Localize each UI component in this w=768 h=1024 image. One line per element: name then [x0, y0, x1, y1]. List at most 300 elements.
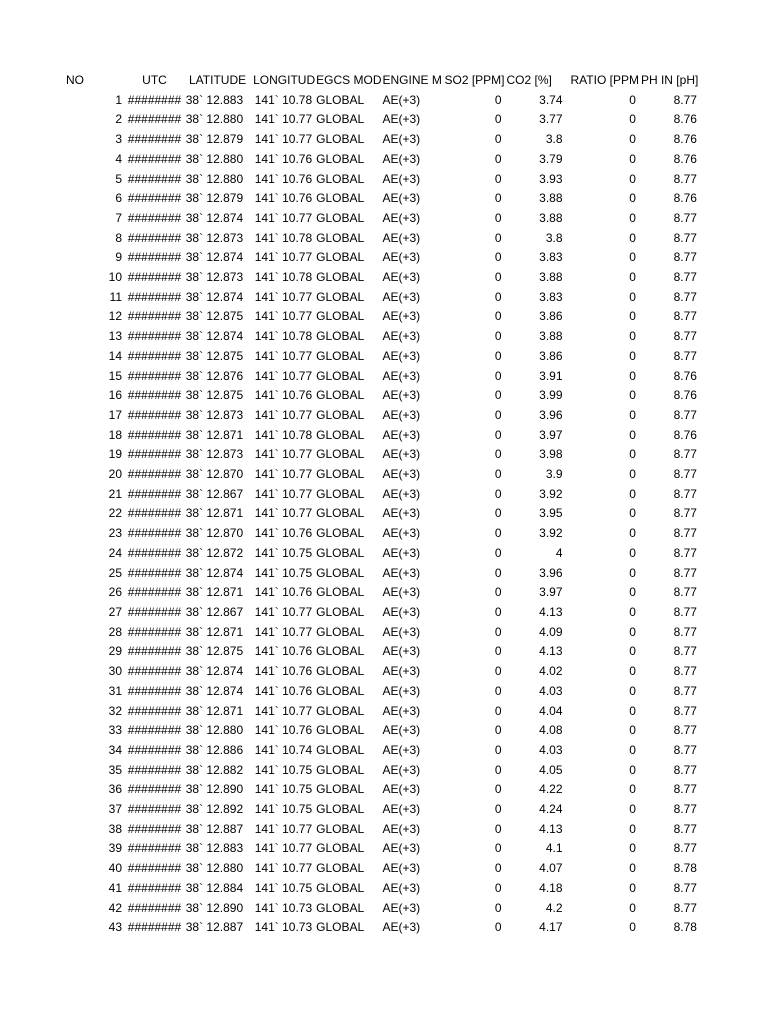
cell-ratio: 0: [629, 841, 636, 856]
cell-latitude: 38` 12.873: [185, 447, 244, 462]
cell-no: 23: [108, 526, 122, 541]
cell-so2: 0: [494, 112, 502, 127]
cell-utc: ########: [127, 565, 182, 580]
cell-longitude: 141` 10.76: [254, 191, 313, 206]
cell-co2: 3.92: [539, 526, 563, 541]
cell-engine-mode: AE(+3): [382, 289, 421, 304]
cell-utc: ########: [127, 703, 182, 718]
cell-ph-in: 8.77: [673, 900, 697, 915]
cell-ph-in: 8.76: [673, 112, 697, 127]
cell-utc: ########: [127, 802, 182, 817]
cell-utc: ########: [127, 545, 182, 560]
cell-engine-mode: AE(+3): [382, 191, 421, 206]
cell-so2: 0: [494, 703, 502, 718]
cell-latitude: 38` 12.867: [185, 486, 244, 501]
cell-engine-mode: AE(+3): [382, 664, 421, 679]
table-row: [0, 702, 700, 722]
cell-egcs-mode: GLOBAL: [316, 132, 365, 147]
cell-latitude: 38` 12.871: [185, 427, 244, 442]
cell-so2: 0: [494, 486, 502, 501]
cell-ratio: 0: [629, 604, 636, 619]
cell-longitude: 141` 10.75: [254, 880, 313, 895]
cell-co2: 3.99: [539, 388, 563, 403]
cell-engine-mode: AE(+3): [382, 210, 421, 225]
cell-no: 8: [115, 230, 122, 245]
cell-so2: 0: [494, 802, 502, 817]
cell-co2: 4.2: [545, 900, 563, 915]
cell-co2: 3.97: [539, 585, 563, 600]
cell-latitude: 38` 12.874: [185, 329, 244, 344]
cell-utc: ########: [127, 604, 182, 619]
cell-egcs-mode: GLOBAL: [316, 861, 365, 876]
cell-egcs-mode: GLOBAL: [316, 802, 365, 817]
cell-so2: 0: [494, 841, 502, 856]
cell-egcs-mode: GLOBAL: [316, 329, 365, 344]
table-row: [0, 780, 700, 800]
table-row: [0, 918, 700, 938]
cell-egcs-mode: GLOBAL: [316, 624, 365, 639]
cell-utc: ########: [127, 270, 182, 285]
cell-longitude: 141` 10.78: [254, 329, 313, 344]
cell-no: 25: [108, 565, 122, 580]
cell-latitude: 38` 12.875: [185, 388, 244, 403]
cell-utc: ########: [127, 132, 182, 147]
table-row: [0, 761, 700, 781]
cell-no: 33: [108, 723, 122, 738]
cell-so2: 0: [494, 624, 502, 639]
cell-latitude: 38` 12.880: [185, 151, 244, 166]
cell-utc: ########: [127, 683, 182, 698]
cell-no: 42: [108, 900, 122, 915]
cell-engine-mode: AE(+3): [382, 506, 421, 521]
cell-engine-mode: AE(+3): [382, 427, 421, 442]
cell-ratio: 0: [629, 151, 636, 166]
cell-longitude: 141` 10.78: [254, 230, 313, 245]
table-row: [0, 406, 700, 426]
cell-egcs-mode: GLOBAL: [316, 388, 365, 403]
cell-longitude: 141` 10.77: [254, 604, 313, 619]
cell-latitude: 38` 12.883: [185, 92, 244, 107]
cell-engine-mode: AE(+3): [382, 329, 421, 344]
cell-egcs-mode: GLOBAL: [316, 92, 365, 107]
cell-ph-in: 8.77: [673, 782, 697, 797]
table-row: [0, 899, 700, 919]
cell-no: 26: [108, 585, 122, 600]
cell-so2: 0: [494, 742, 502, 757]
cell-ph-in: 8.77: [673, 821, 697, 836]
cell-no: 6: [115, 191, 122, 206]
cell-ratio: 0: [629, 447, 636, 462]
cell-latitude: 38` 12.871: [185, 585, 244, 600]
cell-ratio: 0: [629, 348, 636, 363]
cell-ratio: 0: [629, 112, 636, 127]
cell-ph-in: 8.76: [673, 191, 697, 206]
cell-longitude: 141` 10.77: [254, 368, 313, 383]
cell-utc: ########: [127, 467, 182, 482]
cell-so2: 0: [494, 407, 502, 422]
cell-ratio: 0: [629, 467, 636, 482]
cell-ph-in: 8.77: [673, 506, 697, 521]
cell-no: 5: [115, 171, 122, 186]
cell-engine-mode: AE(+3): [382, 526, 421, 541]
cell-ph-in: 8.77: [673, 92, 697, 107]
cell-ph-in: 8.77: [673, 329, 697, 344]
cell-co2: 4.24: [539, 802, 563, 817]
cell-ratio: 0: [629, 506, 636, 521]
cell-egcs-mode: GLOBAL: [316, 486, 365, 501]
cell-no: 4: [115, 151, 122, 166]
table-row: [0, 367, 700, 387]
cell-co2: 4.02: [539, 664, 563, 679]
table-row: [0, 130, 700, 150]
cell-ph-in: 8.76: [673, 388, 697, 403]
cell-utc: ########: [127, 368, 182, 383]
cell-longitude: 141` 10.74: [254, 742, 313, 757]
table-row: [0, 800, 700, 820]
cell-egcs-mode: GLOBAL: [316, 368, 365, 383]
cell-ph-in: 8.77: [673, 723, 697, 738]
cell-ph-in: 8.77: [673, 348, 697, 363]
cell-ratio: 0: [629, 132, 636, 147]
cell-ph-in: 8.77: [673, 880, 697, 895]
cell-no: 38: [108, 821, 122, 836]
cell-ph-in: 8.78: [673, 861, 697, 876]
data-table: [0, 71, 700, 938]
cell-egcs-mode: GLOBAL: [316, 210, 365, 225]
cell-no: 11: [109, 289, 122, 304]
cell-egcs-mode: GLOBAL: [316, 151, 365, 166]
cell-longitude: 141` 10.76: [254, 664, 313, 679]
cell-ph-in: 8.77: [673, 210, 697, 225]
table-row: [0, 485, 700, 505]
cell-longitude: 141` 10.78: [254, 270, 313, 285]
cell-egcs-mode: GLOBAL: [316, 900, 365, 915]
cell-latitude: 38` 12.887: [185, 821, 244, 836]
cell-engine-mode: AE(+3): [382, 388, 421, 403]
cell-utc: ########: [127, 506, 182, 521]
cell-utc: ########: [127, 388, 182, 403]
table-row: [0, 741, 700, 761]
cell-latitude: 38` 12.880: [185, 171, 244, 186]
table-row: [0, 642, 700, 662]
header-egcs-mode: EGCS MOD: [316, 73, 382, 87]
cell-latitude: 38` 12.880: [185, 112, 244, 127]
cell-egcs-mode: GLOBAL: [316, 723, 365, 738]
cell-so2: 0: [494, 821, 502, 836]
header-ph-in: PH IN [pH]: [640, 73, 699, 87]
cell-latitude: 38` 12.871: [185, 506, 244, 521]
cell-engine-mode: AE(+3): [382, 407, 421, 422]
cell-ratio: 0: [629, 900, 636, 915]
cell-ph-in: 8.77: [673, 250, 697, 265]
cell-longitude: 141` 10.77: [254, 506, 313, 521]
cell-utc: ########: [127, 92, 182, 107]
cell-latitude: 38` 12.882: [185, 762, 244, 777]
cell-engine-mode: AE(+3): [382, 683, 421, 698]
table-row: [0, 504, 700, 524]
cell-latitude: 38` 12.874: [185, 210, 244, 225]
cell-egcs-mode: GLOBAL: [316, 664, 365, 679]
cell-so2: 0: [494, 151, 502, 166]
cell-latitude: 38` 12.873: [185, 270, 244, 285]
cell-engine-mode: AE(+3): [382, 565, 421, 580]
cell-so2: 0: [494, 604, 502, 619]
cell-no: 12: [108, 309, 122, 324]
table-row: [0, 209, 700, 229]
cell-utc: ########: [127, 250, 182, 265]
cell-longitude: 141` 10.77: [254, 407, 313, 422]
table-row: [0, 229, 700, 249]
cell-no: 2: [115, 112, 122, 127]
cell-egcs-mode: GLOBAL: [316, 191, 365, 206]
cell-longitude: 141` 10.77: [254, 447, 313, 462]
cell-longitude: 141` 10.76: [254, 585, 313, 600]
cell-utc: ########: [127, 861, 182, 876]
cell-so2: 0: [494, 585, 502, 600]
table-row: [0, 189, 700, 209]
table-body: [0, 91, 700, 938]
table-row: [0, 721, 700, 741]
cell-longitude: 141` 10.77: [254, 309, 313, 324]
table-row: [0, 170, 700, 190]
cell-engine-mode: AE(+3): [382, 132, 421, 147]
cell-engine-mode: AE(+3): [382, 821, 421, 836]
cell-latitude: 38` 12.875: [185, 309, 244, 324]
cell-longitude: 141` 10.78: [254, 427, 313, 442]
table-row: [0, 386, 700, 406]
cell-no: 24: [108, 545, 122, 560]
cell-utc: ########: [127, 210, 182, 225]
cell-ph-in: 8.77: [673, 742, 697, 757]
cell-no: 28: [108, 624, 122, 639]
cell-so2: 0: [494, 900, 502, 915]
cell-longitude: 141` 10.77: [254, 624, 313, 639]
cell-no: 10: [108, 270, 122, 285]
cell-engine-mode: AE(+3): [382, 486, 421, 501]
cell-engine-mode: AE(+3): [382, 368, 421, 383]
cell-utc: ########: [127, 900, 182, 915]
cell-so2: 0: [494, 289, 502, 304]
cell-longitude: 141` 10.75: [254, 545, 313, 560]
cell-co2: 3.9: [545, 467, 563, 482]
cell-utc: ########: [127, 329, 182, 344]
cell-longitude: 141` 10.77: [254, 112, 313, 127]
cell-co2: 4.22: [539, 782, 563, 797]
cell-latitude: 38` 12.880: [185, 861, 244, 876]
cell-engine-mode: AE(+3): [382, 467, 421, 482]
cell-no: 40: [108, 861, 122, 876]
cell-co2: 3.96: [539, 565, 563, 580]
cell-egcs-mode: GLOBAL: [316, 565, 365, 580]
cell-engine-mode: AE(+3): [382, 880, 421, 895]
cell-co2: 3.83: [539, 250, 563, 265]
cell-egcs-mode: GLOBAL: [316, 309, 365, 324]
cell-ratio: 0: [629, 742, 636, 757]
cell-no: 19: [108, 447, 122, 462]
cell-ratio: 0: [629, 545, 636, 560]
cell-utc: ########: [127, 289, 182, 304]
cell-ratio: 0: [629, 683, 636, 698]
cell-co2: 4.1: [545, 841, 563, 856]
cell-co2: 3.98: [539, 447, 563, 462]
cell-utc: ########: [127, 880, 182, 895]
cell-ratio: 0: [629, 762, 636, 777]
cell-co2: 4.13: [539, 644, 563, 659]
header-no: NO: [66, 73, 84, 87]
header-latitude: LATITUDE: [189, 73, 247, 87]
cell-longitude: 141` 10.76: [254, 151, 313, 166]
cell-no: 43: [108, 920, 122, 935]
cell-so2: 0: [494, 526, 502, 541]
cell-latitude: 38` 12.890: [185, 900, 244, 915]
cell-longitude: 141` 10.76: [254, 171, 313, 186]
cell-co2: 3.96: [539, 407, 563, 422]
cell-ph-in: 8.76: [673, 368, 697, 383]
cell-ratio: 0: [629, 270, 636, 285]
cell-egcs-mode: GLOBAL: [316, 526, 365, 541]
cell-no: 16: [108, 388, 122, 403]
cell-so2: 0: [494, 348, 502, 363]
cell-so2: 0: [494, 565, 502, 580]
cell-ratio: 0: [629, 230, 636, 245]
cell-ratio: 0: [629, 210, 636, 225]
table-row: [0, 268, 700, 288]
cell-engine-mode: AE(+3): [382, 841, 421, 856]
cell-ratio: 0: [629, 624, 636, 639]
cell-engine-mode: AE(+3): [382, 309, 421, 324]
cell-latitude: 38` 12.874: [185, 664, 244, 679]
cell-co2: 4.08: [539, 723, 563, 738]
cell-ratio: 0: [629, 191, 636, 206]
cell-engine-mode: AE(+3): [382, 545, 421, 560]
cell-ph-in: 8.77: [673, 230, 697, 245]
cell-ph-in: 8.77: [673, 270, 697, 285]
cell-egcs-mode: GLOBAL: [316, 703, 365, 718]
cell-ratio: 0: [629, 585, 636, 600]
cell-engine-mode: AE(+3): [382, 112, 421, 127]
cell-ph-in: 8.77: [673, 467, 697, 482]
cell-so2: 0: [494, 644, 502, 659]
cell-ratio: 0: [629, 565, 636, 580]
cell-egcs-mode: GLOBAL: [316, 407, 365, 422]
cell-longitude: 141` 10.78: [254, 92, 313, 107]
cell-utc: ########: [127, 762, 182, 777]
cell-so2: 0: [494, 506, 502, 521]
cell-engine-mode: AE(+3): [382, 742, 421, 757]
cell-co2: 3.88: [539, 270, 563, 285]
cell-longitude: 141` 10.77: [254, 821, 313, 836]
cell-no: 17: [108, 407, 122, 422]
cell-ratio: 0: [629, 171, 636, 186]
cell-no: 35: [108, 762, 122, 777]
cell-latitude: 38` 12.874: [185, 565, 244, 580]
cell-ph-in: 8.77: [673, 486, 697, 501]
cell-so2: 0: [494, 782, 502, 797]
cell-longitude: 141` 10.76: [254, 723, 313, 738]
cell-engine-mode: AE(+3): [382, 585, 421, 600]
cell-ratio: 0: [629, 880, 636, 895]
cell-ph-in: 8.77: [673, 309, 697, 324]
cell-so2: 0: [494, 664, 502, 679]
header-longitude: LONGITUD: [253, 73, 316, 87]
cell-ph-in: 8.77: [673, 624, 697, 639]
cell-so2: 0: [494, 270, 502, 285]
cell-ph-in: 8.77: [673, 447, 697, 462]
cell-egcs-mode: GLOBAL: [316, 447, 365, 462]
table-row: [0, 603, 700, 623]
cell-so2: 0: [494, 880, 502, 895]
cell-longitude: 141` 10.77: [254, 467, 313, 482]
cell-so2: 0: [494, 388, 502, 403]
cell-latitude: 38` 12.872: [185, 545, 244, 560]
cell-ph-in: 8.76: [673, 132, 697, 147]
table-row: [0, 524, 700, 544]
cell-utc: ########: [127, 821, 182, 836]
cell-utc: ########: [127, 742, 182, 757]
cell-so2: 0: [494, 447, 502, 462]
cell-so2: 0: [494, 191, 502, 206]
table-row: [0, 248, 700, 268]
cell-co2: 3.91: [539, 368, 563, 383]
cell-longitude: 141` 10.77: [254, 861, 313, 876]
cell-ratio: 0: [629, 644, 636, 659]
cell-engine-mode: AE(+3): [382, 624, 421, 639]
cell-ratio: 0: [629, 821, 636, 836]
cell-longitude: 141` 10.76: [254, 644, 313, 659]
cell-latitude: 38` 12.886: [185, 742, 244, 757]
cell-co2: 3.74: [539, 92, 563, 107]
cell-egcs-mode: GLOBAL: [316, 506, 365, 521]
cell-so2: 0: [494, 427, 502, 442]
cell-egcs-mode: GLOBAL: [316, 880, 365, 895]
cell-latitude: 38` 12.892: [185, 802, 244, 817]
cell-longitude: 141` 10.77: [254, 210, 313, 225]
cell-utc: ########: [127, 624, 182, 639]
cell-so2: 0: [494, 250, 502, 265]
cell-no: 22: [108, 506, 122, 521]
cell-ratio: 0: [629, 427, 636, 442]
table-row: [0, 839, 700, 859]
cell-longitude: 141` 10.77: [254, 250, 313, 265]
table-row: [0, 623, 700, 643]
cell-latitude: 38` 12.880: [185, 723, 244, 738]
cell-egcs-mode: GLOBAL: [316, 782, 365, 797]
cell-ph-in: 8.77: [673, 644, 697, 659]
cell-co2: 4.03: [539, 683, 563, 698]
cell-engine-mode: AE(+3): [382, 250, 421, 265]
cell-utc: ########: [127, 309, 182, 324]
cell-co2: 4.07: [539, 861, 563, 876]
cell-co2: 3.95: [539, 506, 563, 521]
cell-ratio: 0: [629, 782, 636, 797]
cell-co2: 3.86: [539, 309, 563, 324]
cell-ratio: 0: [629, 861, 636, 876]
cell-engine-mode: AE(+3): [382, 604, 421, 619]
cell-ph-in: 8.76: [673, 427, 697, 442]
cell-egcs-mode: GLOBAL: [316, 585, 365, 600]
table-row: [0, 583, 700, 603]
cell-ph-in: 8.77: [673, 703, 697, 718]
cell-latitude: 38` 12.879: [185, 191, 244, 206]
cell-so2: 0: [494, 368, 502, 383]
cell-latitude: 38` 12.871: [185, 624, 244, 639]
cell-ph-in: 8.77: [673, 526, 697, 541]
table-row: [0, 859, 700, 879]
cell-co2: 3.8: [545, 230, 563, 245]
cell-utc: ########: [127, 644, 182, 659]
cell-ratio: 0: [629, 723, 636, 738]
cell-latitude: 38` 12.879: [185, 132, 244, 147]
